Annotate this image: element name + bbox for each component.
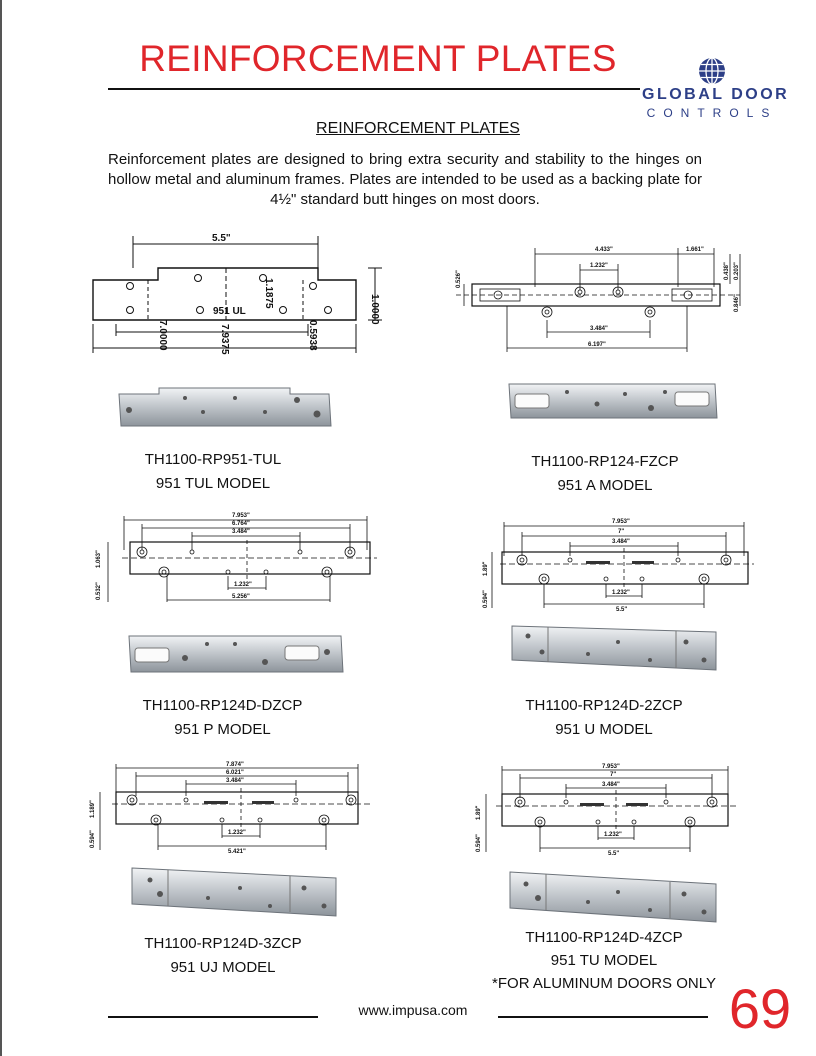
dim-b-label: 7" [618, 529, 625, 535]
dim-d-label: 1.232" [234, 582, 252, 588]
part-number: TH1100-RP124D-2ZCP [525, 697, 683, 714]
dim-g-label: 0.438" [724, 262, 730, 280]
product-caption-rp124d-dzcp [115, 694, 330, 742]
dim-f-label: 1.063" [96, 550, 102, 568]
dim-e-label: 6.197" [588, 342, 606, 348]
intro-paragraph: Reinforcement plates are designed to bring extra security and stability to the hinges on hollow metal and aluminum frames. Plates are intended to be used as a backing plate for 4½" standard butt hinges on most doors. [108, 151, 702, 208]
part-number: TH1100-RP124D-3ZCP [144, 935, 302, 952]
drawing-rp124d-3zcp [86, 760, 378, 855]
footer-rule-right [498, 1016, 708, 1018]
model-name: 951 TUL MODEL [155, 475, 271, 492]
dim-a-label: 7.953" [612, 519, 630, 525]
dim-d-label: 1.232" [228, 830, 246, 836]
dim-i-label: 0.846" [734, 294, 740, 312]
section-subtitle: REINFORCEMENT PLATES [316, 120, 520, 137]
logo-subtitle: CONTROLS [646, 106, 778, 120]
model-name: 951 TU MODEL [550, 952, 658, 969]
logo-wordmark: GLOBAL DOOR [642, 86, 790, 103]
globe-icon [697, 56, 727, 86]
dim-height-label: 1.0000 [369, 294, 380, 325]
drawing-rp951-tul [88, 228, 388, 358]
photo-rp124d-3zcp [128, 866, 340, 918]
product-caption-rp124d-2zcp [498, 694, 710, 742]
part-number: TH1100-RP124D-4ZCP [525, 929, 683, 946]
dim-a-label: 7.874" [226, 762, 244, 768]
photo-rp951-tul [115, 386, 335, 430]
drawing-rp124d-4zcp [474, 762, 760, 858]
model-name: 951 UJ MODEL [170, 959, 276, 976]
dim-g-label: 0.594" [483, 590, 489, 608]
dim-g-label: 0.594" [90, 830, 96, 848]
product-caption-rp124-fzcp [500, 450, 710, 498]
dim-total-label: 7.9375 [219, 324, 230, 355]
dim-f-label: 0.526" [456, 270, 462, 288]
dim-hole-label: 1.1875 [263, 278, 274, 309]
dim-b-label: 6.764" [232, 521, 250, 527]
product-caption-rp951-tul [108, 448, 318, 496]
dim-b-label: 7" [610, 772, 617, 778]
photo-rp124-fzcp [505, 380, 720, 424]
page-edge [0, 0, 2, 1056]
part-number: TH1100-RP124-FZCP [531, 453, 679, 470]
dim-g-label: 0.594" [476, 834, 482, 852]
part-number: TH1100-RP124D-DZCP [142, 697, 303, 714]
dim-end-label: 0.5938 [307, 320, 318, 351]
photo-rp124d-dzcp [125, 632, 347, 676]
part-number: TH1100-RP951-TUL [144, 451, 282, 468]
dim-a-label: 4.433" [595, 247, 613, 253]
dim-d-label: 1.232" [612, 590, 630, 596]
footer-website: www.impusa.com [358, 1002, 468, 1018]
dim-overall-label: 5.5" [212, 233, 231, 244]
product-caption-rp124d-3zcp [116, 932, 330, 980]
page-title: REINFORCEMENT PLATES [139, 38, 617, 79]
title-rule [108, 88, 640, 90]
product-caption-rp124d-4zcp [484, 926, 724, 995]
dim-c-label: 3.484" [232, 529, 250, 535]
dim-d-label: 1.232" [604, 832, 622, 838]
model-name: 951 P MODEL [174, 721, 271, 738]
dim-e-label: 5.5" [616, 607, 628, 613]
dim-d-label: 3.484" [590, 326, 608, 332]
plate-stamp-label: 951 UL [213, 306, 246, 317]
dim-e-label: 5.256" [232, 594, 250, 600]
dim-c-label: 3.484" [226, 778, 244, 784]
dim-a-label: 7.953" [602, 764, 620, 770]
dim-f-label: 1.89" [483, 561, 489, 576]
dim-g-label: 0.532" [96, 582, 102, 600]
dim-e-label: 5.421" [228, 849, 246, 855]
photo-rp124d-2zcp [508, 624, 720, 672]
dim-e-label: 5.5" [608, 851, 620, 857]
dim-b-label: 6.021" [226, 770, 244, 776]
dim-c-label: 1.232" [590, 263, 608, 269]
dim-a-label: 7.953" [232, 513, 250, 519]
dim-f-label: 1.189" [90, 800, 96, 818]
dim-f-label: 1.89" [476, 805, 482, 820]
model-name: 951 A MODEL [557, 477, 653, 494]
photo-rp124d-4zcp [506, 870, 720, 924]
aluminum-note: *FOR ALUMINUM DOORS ONLY [492, 975, 716, 992]
drawing-rp124d-2zcp [482, 516, 762, 616]
page-number: 69 [728, 977, 792, 1040]
dim-spacing-label: 7.0000 [157, 320, 168, 351]
drawing-rp124-fzcp [450, 242, 750, 357]
model-name: 951 U MODEL [555, 721, 653, 738]
footer-rule-left [108, 1016, 318, 1018]
dim-c-label: 3.484" [602, 782, 620, 788]
dim-c-label: 3.484" [612, 539, 630, 545]
dim-b-label: 1.661" [686, 247, 704, 253]
drawing-rp124d-dzcp [92, 510, 382, 610]
dim-h-label: 0.203" [734, 262, 740, 280]
